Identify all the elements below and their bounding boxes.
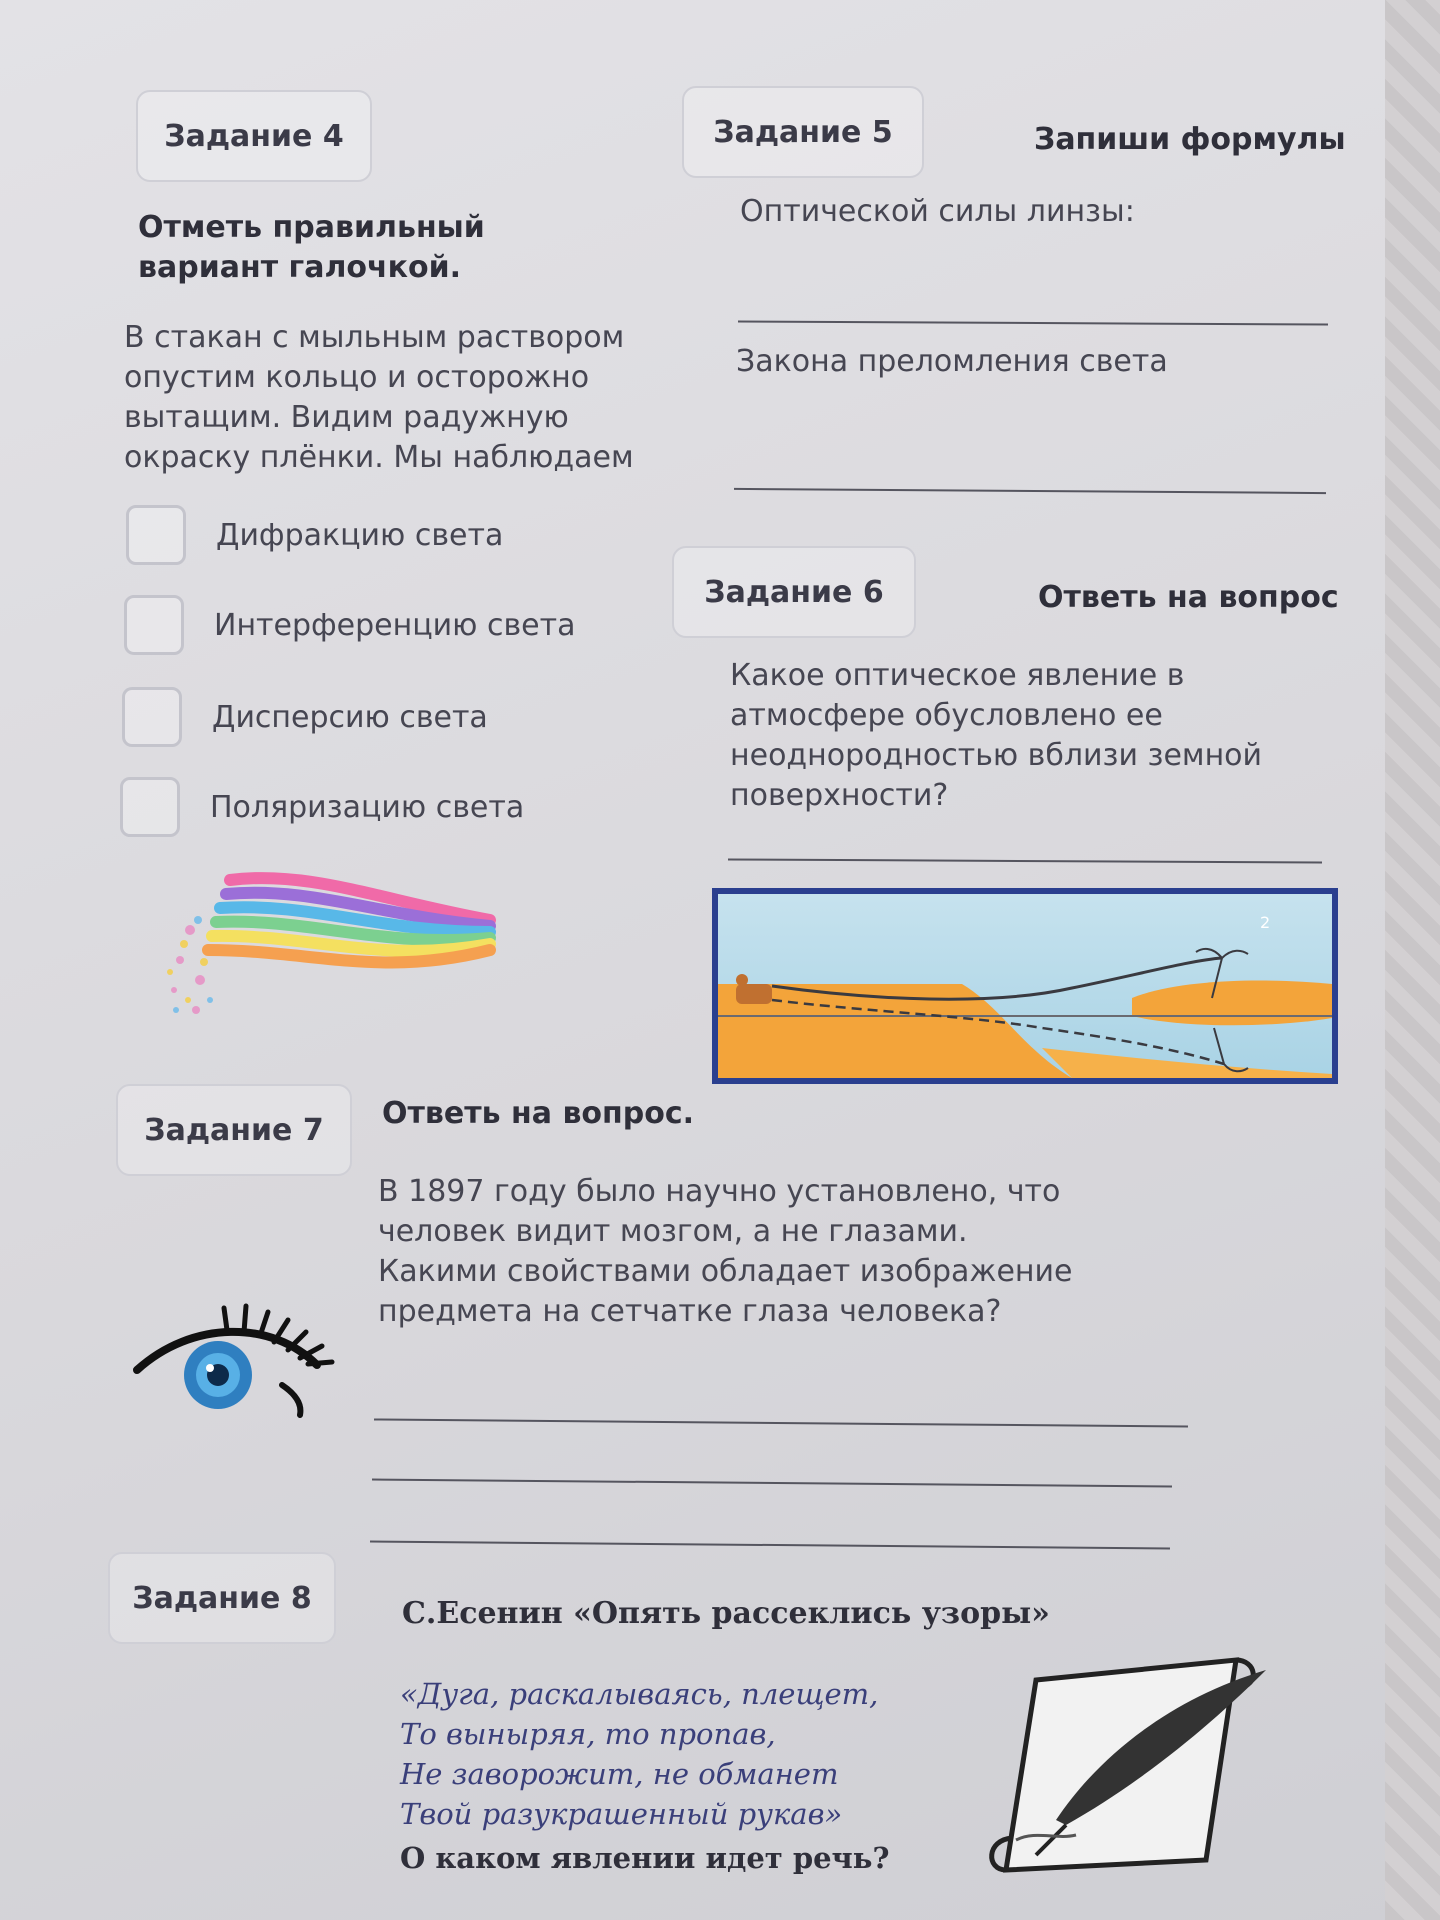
- answer-line[interactable]: [728, 858, 1322, 863]
- task4-text: В стакан с мыльным раствором опустим кольцо и осторожно вытащим. Видим радужную окраску плёнки. Мы наблюдаем: [124, 320, 634, 475]
- task6-question: Какое оптическое явление в атмосфере обусловлено ее неоднородностью вблизи земной поверхности?: [730, 658, 1263, 813]
- option-polarization[interactable]: [120, 777, 524, 837]
- poem-line: Твой разукрашенный рукав»: [400, 1797, 843, 1831]
- answer-line[interactable]: [372, 1479, 1172, 1488]
- option-interference[interactable]: [124, 595, 575, 655]
- task8-title: С.Есенин «Опять рассеклись узоры»: [402, 1596, 1050, 1631]
- task8-label: Задание 8: [108, 1552, 336, 1644]
- task5-item1: Оптической силы линзы:: [740, 194, 1135, 229]
- eye-icon: [132, 1300, 342, 1420]
- task7-instruction: Ответь на вопрос.: [382, 1096, 695, 1131]
- option-dispersion[interactable]: [122, 687, 488, 747]
- answer-line[interactable]: [738, 320, 1328, 325]
- task5-instruction: Запиши формулы: [1034, 122, 1346, 157]
- task6-instruction: Ответь на вопрос: [1038, 580, 1339, 615]
- option-label: Поляризацию света: [210, 789, 525, 825]
- task4-label: Задание 4: [136, 90, 372, 182]
- task7-question: В 1897 году было научно установлено, что человек видит мозгом, а не глазами. Какими свойствами обладает изображение предмета на сетчатке глаза человека?: [378, 1174, 1073, 1329]
- task6-label: Задание 6: [672, 546, 916, 638]
- checkbox[interactable]: [124, 595, 184, 655]
- answer-line[interactable]: [370, 1541, 1170, 1550]
- poem-line: Не заворожит, не обманет: [400, 1757, 839, 1791]
- task5-item2: Закона преломления света: [736, 344, 1168, 379]
- checkbox[interactable]: [126, 505, 186, 565]
- option-diffraction[interactable]: [126, 505, 503, 565]
- checkbox[interactable]: [122, 687, 182, 747]
- rainbow-icon: [160, 860, 500, 1030]
- answer-line[interactable]: [734, 488, 1326, 494]
- task4-instruction: Отметь правильный вариант галочкой.: [138, 210, 485, 285]
- mirage-illustration: [712, 888, 1338, 1084]
- poem-line: То выныряя, то пропав,: [400, 1717, 776, 1751]
- option-label: Дифракцию света: [216, 517, 504, 553]
- checkbox[interactable]: [120, 777, 180, 837]
- answer-line[interactable]: [374, 1418, 1188, 1427]
- quill-scroll-icon: [976, 1640, 1276, 1880]
- poem-line: «Дуга, раскалываясь, плещет,: [400, 1677, 879, 1711]
- figure-number: 2: [1260, 913, 1271, 932]
- task7-label: Задание 7: [116, 1084, 352, 1176]
- task8-question: О каком явлении идет речь?: [400, 1841, 890, 1875]
- task5-label: Задание 5: [682, 86, 924, 178]
- option-label: Дисперсию света: [212, 699, 488, 735]
- poem: [400, 1674, 878, 1834]
- page-edge: [1385, 0, 1440, 1920]
- option-label: Интерференцию света: [214, 607, 576, 643]
